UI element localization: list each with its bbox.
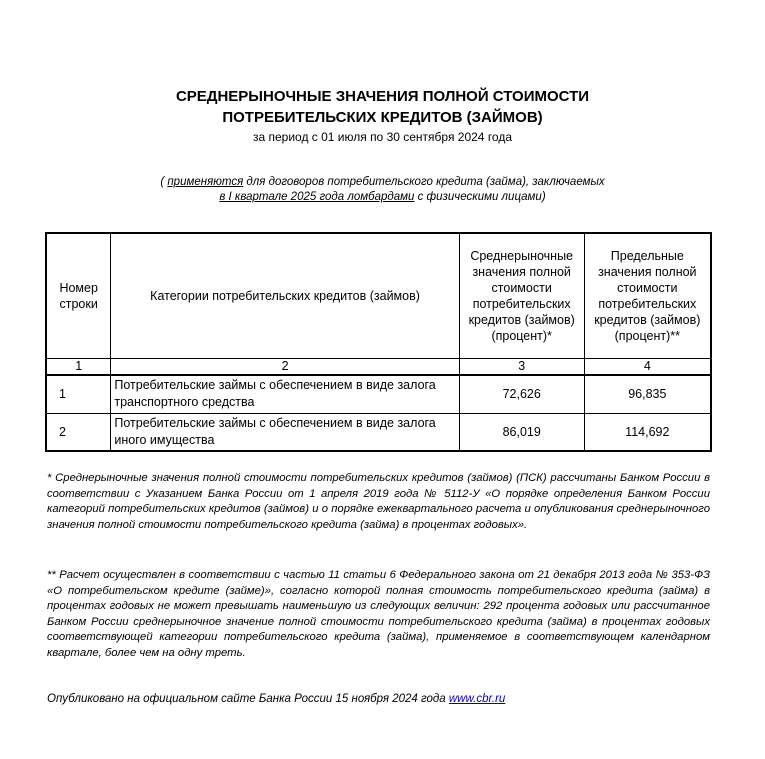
footnote-double-asterisk: ** Расчет осуществлен в соответствии с частью 11 статьи 6 Федерального закона от 21 декабря 2013 года № 353-ФЗ «О потребительском кредите (займе)», согласно которой полная стоимость потребительского кредита (займа) в процентах годовых не может превышать наименьшую из следующих величин: 292 процента годовых или рассчитанное Банком России среднерыночное значение полной стоимости потребительского кредита (займа) в процентах годовых соответствующей категории потребительского кредита (займа), применяемое в соответствующем календарном квартале, более чем на одну треть. xyxy=(47,569,710,659)
title-line-2: ПОТРЕБИТЕЛЬСКИХ КРЕДИТОВ (ЗАЙМОВ) xyxy=(222,109,543,126)
footnote-single-asterisk: * Среднерыночные значения полной стоимости потребительских кредитов (займов) (ПСК) рассчитаны Банком России в соответствии с Указанием Банка России от 1 апреля 2019 года № 5112-У «О порядке определения Банком России категорий потребительских кредитов (займов) и о порядке ежеквартального расчета и опубликования среднерыночного значения полной стоимости потребительского кредита (займа) в процентах годовых». xyxy=(47,472,710,531)
applicability-open: ( xyxy=(160,176,168,188)
applicability-text-2: с физическими лицами) xyxy=(414,191,546,203)
row-limit-value: 114,692 xyxy=(584,413,711,451)
row-category: Потребительские займы с обеспечением в виде залога иного имущества xyxy=(111,413,459,451)
table-row xyxy=(46,375,711,413)
applicability-line-2 xyxy=(0,190,765,205)
row-number: 2 xyxy=(46,413,111,451)
column-number-row xyxy=(46,358,711,375)
document-title xyxy=(0,86,765,128)
row-average-value: 72,626 xyxy=(459,375,584,413)
publication-text: Опубликовано на официальном сайте Банка России 15 ноября 2024 года xyxy=(47,693,449,705)
applicability-text-1: для договоров потребительского кредита (займа), заключаемых xyxy=(243,176,605,188)
cbr-link[interactable]: www.cbr.ru xyxy=(448,693,506,705)
column-number: 2 xyxy=(111,358,459,375)
table-header-row xyxy=(46,233,711,358)
header-limit-psk: Предельные значения полной стоимости потребительских кредитов (займов) (процент)** xyxy=(584,233,711,358)
row-average-value: 86,019 xyxy=(459,413,584,451)
row-limit-value: 96,835 xyxy=(584,375,711,413)
publication-note xyxy=(47,691,505,707)
applicability-period: в I квартале 2025 года ломбардами xyxy=(219,191,415,203)
column-number: 1 xyxy=(46,358,111,375)
header-average-psk: Среднерыночные значения полной стоимости потребительских кредитов (займов) (процент)* xyxy=(459,233,584,358)
period-subtitle: за период с 01 июля по 30 сентября 2024 года xyxy=(252,130,513,144)
column-number: 3 xyxy=(459,358,584,375)
column-number: 4 xyxy=(584,358,711,375)
row-category: Потребительские займы с обеспечением в виде залога транспортного средства xyxy=(111,375,459,413)
header-category: Категории потребительских кредитов (займов) xyxy=(111,233,459,358)
header-row-number: Номер строки xyxy=(46,233,111,358)
applicability-word: применяются xyxy=(167,176,244,188)
table-row xyxy=(46,413,711,451)
applicability-note xyxy=(0,175,765,205)
applicability-line-1 xyxy=(0,175,765,190)
row-number: 1 xyxy=(46,375,111,413)
psk-table xyxy=(45,232,712,452)
title-line-1: СРЕДНЕРЫНОЧНЫЕ ЗНАЧЕНИЯ ПОЛНОЙ СТОИМОСТИ xyxy=(175,88,590,105)
